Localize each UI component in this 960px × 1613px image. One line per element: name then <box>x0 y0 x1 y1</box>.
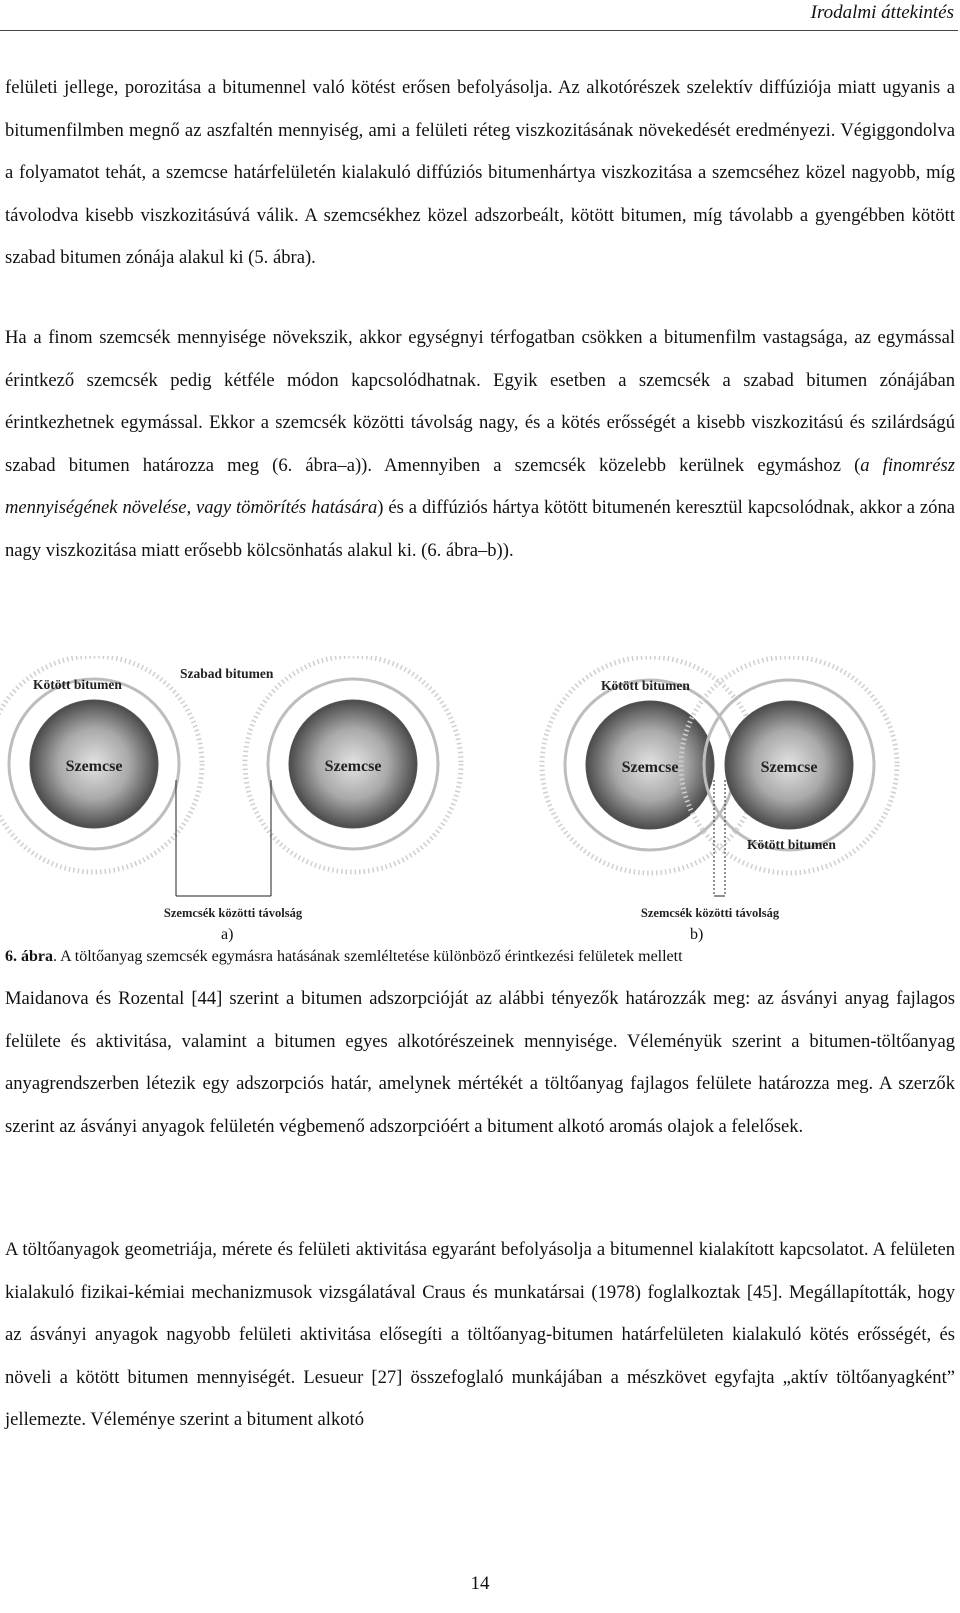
paragraph-2-italic: a finomrész mennyiségének növelése, vagy tömörítés hatására <box>5 454 955 518</box>
bound-bitumen-label-b-top: Kötött bitumen <box>601 678 690 693</box>
figure-caption <box>5 948 955 966</box>
bound-bitumen-label-a: Kötött bitumen <box>33 677 122 692</box>
paragraph-3: Maidanova és Rozental [44] szerint a bitumen adszorpcióját az alábbi tényezők határozzák meg: az ásványi anyag fajlagos felülete és aktivitása, valamint a bitumen egyes alkotórészeinek mennyisége. Véleményük szerint a bitumen-töltőanyag anyagrendszerben létezik egy adszorpciós határ, amelynek mértékét a töltőanyag fajlagos felülete határozza meg. A szerzők szerint az ásványi anyagok felületén végbemenő adszorpcióért a bitument alkotó aromás olajok a felelősek. <box>5 988 955 1137</box>
paragraph-2-part-b: ) és a diffúziós hártya kötött bitumenén keresztül kapcsolódnak, akkor a zóna nagy viszkozitása miatt erősebb kölcsönhatás alakul ki. (6. ábra–b)). <box>5 497 955 561</box>
paragraph-1: felületi jellege, porozitása a bitumennel való kötést erősen befolyásolja. Az alkotórészek szelektív diffúziója miatt ugyanis a bitumenfilmben megnő az aszfaltén mennyiség, ami a felületi réteg viszkozitásának növekedését eredményezi. Végiggondolva a folyamatot tehát, a szemcse határfelületén kialakuló diffúziós bitumenhártya viszkozitása a szemcséhez közel nagyobb, míg távolodva kisebb viszkozitásúvá válik. A szemcsékhez közel adszorbeált, kötött bitumen, míg távolabb a gyengébben kötött szabad bitumen zónája alakul ki (5. ábra). <box>5 77 955 268</box>
particle-label-right-a: Szemcse <box>324 758 382 775</box>
caption-number: 6. ábra <box>5 948 53 965</box>
panel-b <box>542 657 897 920</box>
paragraph-2-part-a: Ha a finom szemcsék mennyisége növekszik, akkor egységnyi térfogatban csökken a bitumenfilm vastagsága, az egymással érintkező szemcsék pedig kétféle módon kapcsolódhatnak. Egyik esetben a szemcsék a szabad bitumen zónájában érintkezhetnek egymással. Ekkor a szemcsék közötti távolság nagy, és a kötés erősségét a kisebb viszkozitású és szilárdságú szabad bitumen határozza meg (6. ábra–a)). Amennyiben a szemcsék közelebb kerülnek egymáshoz ( <box>5 327 955 476</box>
free-bitumen-label: Szabad bitumen <box>180 666 274 681</box>
paragraph-4: A töltőanyagok geometriája, mérete és felületi aktivitása egyaránt befolyásolja a bitumennel kialakított kapcsolatot. A felületen kialakuló fizikai-kémiai mechanizmusok vizsgálatával Craus és munkatársai (1978) foglalkoztak [45]. Megállapították, hogy az ásványi anyagok nagyobb felületi aktivitása elősegíti a töltőanyag-bitumen határfelületen kialakuló kötés erősségét, és növeli a kötött bitumen mennyiségét. Lesueur [27] összefoglaló munkájában a mészkövet egyfajta „aktív töltőanyagként” jellemezte. Véleménye szerint a bitument alkotó <box>5 1239 955 1430</box>
distance-label-b: Szemcsék közötti távolság <box>640 906 780 920</box>
panel-a <box>0 656 461 920</box>
distance-label-a: Szemcsék közötti távolság <box>163 906 303 920</box>
figure-6-diagram <box>0 656 960 924</box>
particle-label-right-b: Szemcse <box>760 759 818 776</box>
bound-bitumen-label-b-bottom: Kötött bitumen <box>747 837 836 852</box>
paragraph-2 <box>5 317 955 572</box>
page-header <box>0 0 958 31</box>
header-title: Irodalmi áttekintés <box>810 2 954 23</box>
particle-label-left-b: Szemcse <box>621 759 679 776</box>
subfigure-a-label: a) <box>221 926 234 943</box>
particle-label-left: Szemcse <box>65 758 123 775</box>
subfigure-b-label: b) <box>690 926 704 943</box>
page-number: 14 <box>470 1573 490 1594</box>
caption-text: . A töltőanyag szemcsék egymásra hatásának szemléltetése különböző érintkezési felületek mellett <box>53 948 683 965</box>
